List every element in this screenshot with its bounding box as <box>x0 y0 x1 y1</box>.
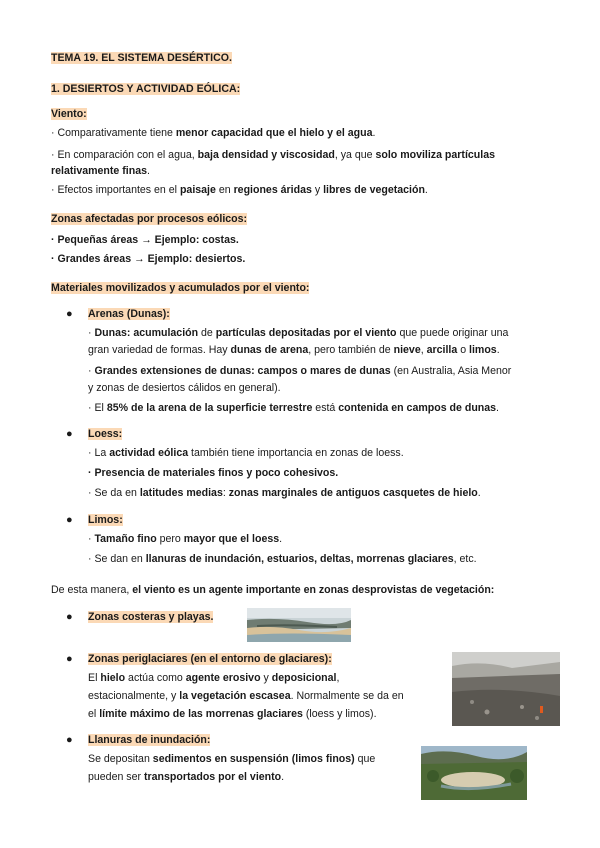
arenas-line-4: y zonas de desiertos cálidos en general). <box>88 382 281 394</box>
conclusion-line: De esta manera, el viento es un agente importante en zonas desprovistas de vegetación: <box>51 584 495 596</box>
zonas-line-1: · Pequeñas áreas → Ejemplo: costas. <box>51 234 239 246</box>
viento-heading: Viento: <box>51 108 87 120</box>
materiales-heading: Materiales movilizados y acumulados por el viento: <box>51 282 310 294</box>
zonas-heading: Zonas afectadas por procesos eólicos: <box>51 213 248 225</box>
floodplain-photo <box>421 746 527 800</box>
limos-title: Limos: <box>88 514 123 526</box>
periglaciares-line-3: el límite máximo de las morrenas glaciares (loess y limos). <box>88 708 377 720</box>
arenas-line-1: · Dunas: acumulación de partículas depositadas por el viento que puede originar una <box>88 327 509 339</box>
periglaciares-line-2: estacionalmente, y la vegetación escasea. Normalmente se da en <box>88 690 404 702</box>
bullet-icon: ● <box>66 514 73 526</box>
loess-line-3: · Se da en latitudes medias: zonas marginales de antiguos casquetes de hielo. <box>88 487 481 499</box>
arenas-line-2: gran variedad de formas. Hay dunas de arena, pero también de nieve, arcilla o limos. <box>88 344 500 356</box>
limos-line-1: · Tamaño fino pero mayor que el loess. <box>88 533 283 545</box>
bullet-icon: ● <box>66 308 73 320</box>
viento-line-3: relativamente finas. <box>51 165 150 177</box>
limos-line-2: · Se dan en llanuras de inundación, estuarios, deltas, morrenas glaciares, etc. <box>88 553 477 565</box>
costeras-title: Zonas costeras y playas. <box>88 611 214 623</box>
loess-line-2: · Presencia de materiales finos y poco cohesivos. <box>88 467 339 479</box>
llanuras-title: Llanuras de inundación: <box>88 734 211 746</box>
section-heading: 1. DESIERTOS Y ACTIVIDAD EÓLICA: <box>51 83 241 95</box>
bullet-icon: ● <box>66 734 73 746</box>
llanuras-line-1: Se depositan sedimentos en suspensión (limos finos) que <box>88 753 376 765</box>
loess-title: Loess: <box>88 428 123 440</box>
periglaciares-title: Zonas periglaciares (en el entorno de glaciares): <box>88 653 332 665</box>
bullet-icon: ● <box>66 428 73 440</box>
coastal-dunes-photo <box>247 608 351 642</box>
periglaciares-line-1: El hielo actúa como agente erosivo y deposicional, <box>88 672 340 684</box>
viento-line-4: · Efectos importantes en el paisaje en regiones áridas y libres de vegetación. <box>51 184 428 196</box>
arenas-line-3: · Grandes extensiones de dunas: campos o mares de dunas (en Australia, Asia Menor <box>88 365 512 377</box>
page-title: TEMA 19. EL SISTEMA DESÉRTICO. <box>51 52 232 64</box>
llanuras-line-2: pueden ser transportados por el viento. <box>88 771 285 783</box>
zonas-line-2: · Grandes áreas → Ejemplo: desiertos. <box>51 253 246 265</box>
arenas-title: Arenas (Dunas): <box>88 308 170 320</box>
periglacial-photo <box>452 652 560 726</box>
loess-line-1: · La actividad eólica también tiene importancia en zonas de loess. <box>88 447 404 459</box>
viento-line-1: · Comparativamente tiene menor capacidad que el hielo y el agua. <box>51 127 376 139</box>
arenas-line-5: · El 85% de la arena de la superficie terrestre está contenida en campos de dunas. <box>88 402 499 414</box>
bullet-icon: ● <box>66 611 73 623</box>
viento-line-2: · En comparación con el agua, baja densidad y viscosidad, ya que solo moviliza partículas <box>51 149 495 161</box>
bullet-icon: ● <box>66 653 73 665</box>
